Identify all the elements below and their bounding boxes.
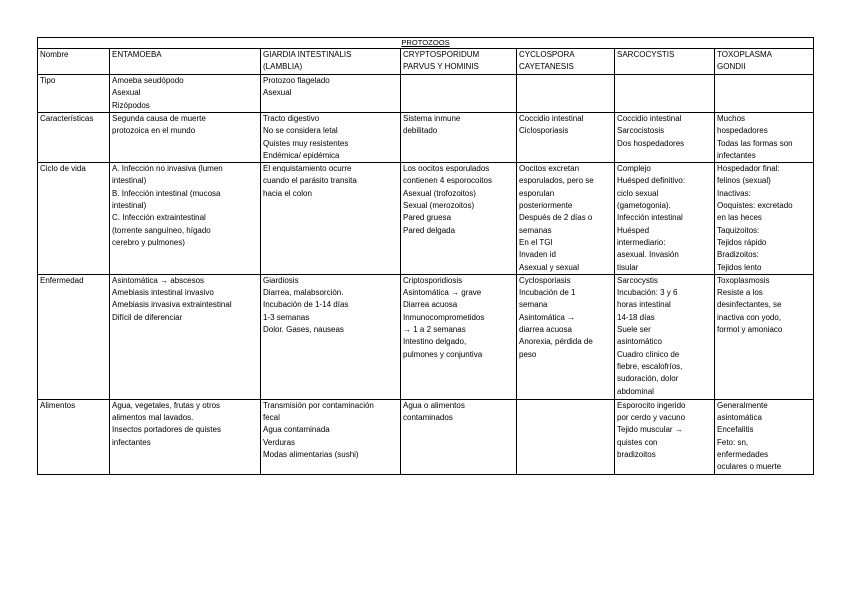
cell-line: Agua, vegetales, frutas y otros — [112, 400, 221, 410]
cell-line: Transmisión por contaminación — [263, 400, 374, 410]
header-line: TOXOPLASMA — [717, 50, 772, 59]
table-cell — [615, 163, 715, 275]
header-row — [38, 49, 814, 75]
cell-line: Sarcocystis — [617, 275, 658, 285]
cell-line: 14-18 días — [617, 312, 655, 322]
cell-line: Giardiosis — [263, 275, 299, 285]
table-cell — [110, 75, 261, 113]
cell-line: semanas — [519, 225, 552, 235]
cell-line: Dolor. Gases, nauseas — [263, 325, 344, 335]
header-cell-sarcocystis — [615, 49, 715, 75]
cell-line: Incubación de 1-14 días — [263, 300, 349, 310]
cell-line: esporulan — [519, 188, 555, 198]
cell-line: Coccidio intestinal — [519, 114, 584, 123]
cell-line: Asintomática → abscesos — [112, 275, 205, 285]
cell-line: Encefalitis — [717, 425, 754, 435]
table-row — [38, 163, 814, 275]
cell-line: No se considera letal — [263, 126, 338, 136]
cell-line: Oocitos excretan — [519, 164, 580, 174]
cell-line: Asexual — [112, 88, 141, 98]
table-cell — [715, 113, 814, 163]
cell-line: en las heces — [717, 213, 762, 223]
cell-line: Quistes muy resistentes — [263, 138, 349, 148]
cell-line: quistes con — [617, 437, 658, 447]
cell-line: intestinal) — [112, 201, 147, 211]
table-cell — [517, 113, 615, 163]
protozoa-table — [37, 37, 814, 475]
cell-line: ciclo sexual — [617, 188, 659, 198]
cell-line: por cerdo y vacuno — [617, 413, 686, 423]
header-line: CYCLOSPORA — [519, 50, 575, 59]
cell-line: Verduras — [263, 437, 296, 447]
cell-line: Pared gruesa — [403, 213, 452, 223]
table-cell — [110, 113, 261, 163]
header-line: GIARDIA INTESTINALIS — [263, 50, 352, 59]
cell-line: Segunda causa de muerte — [112, 114, 206, 123]
row-label: Enfermedad — [38, 274, 110, 399]
table-cell — [401, 274, 517, 399]
table-title: PROTOZOOS — [38, 38, 814, 49]
cell-line: cerebro y pulmones) — [112, 237, 185, 247]
cell-line: bradizoitos — [617, 450, 656, 460]
cell-line: horas intestinal — [617, 300, 671, 310]
cell-line: asexual. Invasión — [617, 250, 679, 260]
cell-line: peso — [519, 349, 537, 359]
cell-line: asintomática — [717, 413, 762, 423]
cell-line: Sarcocistosis — [617, 126, 665, 136]
cell-line: En el TGI — [519, 237, 553, 247]
cell-line: Sexual (merozoitos) — [403, 201, 475, 211]
cell-line: Tejidos lento — [717, 262, 762, 272]
cell-line: pulmones y conjuntiva — [403, 349, 483, 359]
cell-line: contaminados — [403, 413, 453, 423]
cell-line: Modas alimentarias (sushi) — [263, 450, 359, 460]
cell-line: intestinal) — [112, 176, 147, 186]
cell-line: fecal — [263, 413, 280, 423]
header-line: SARCOCYSTIS — [617, 50, 675, 59]
table-cell — [401, 113, 517, 163]
table-row — [38, 75, 814, 113]
cell-line: Hospedador final: — [717, 164, 780, 174]
cell-line: → 1 a 2 semanas — [403, 325, 466, 335]
cell-line: Huésped definitivo: — [617, 176, 686, 186]
cell-line: Insectos portadores de quistes — [112, 425, 221, 435]
table-cell — [517, 75, 615, 113]
header-cell-toxoplasma — [715, 49, 814, 75]
cell-line: Toxoplasmosis — [717, 275, 770, 285]
table-row — [38, 113, 814, 163]
table-cell — [715, 399, 814, 474]
cell-line: C. Infección extraintestinal — [112, 213, 206, 223]
table-cell — [517, 399, 615, 474]
cell-line: formol y amoniaco — [717, 325, 783, 335]
cell-line: (torrente sanguíneo, hígado — [112, 225, 211, 235]
table-cell — [110, 163, 261, 275]
cell-line: Amoeba seudópodo — [112, 76, 184, 85]
cell-line: Asexual y sexual — [519, 262, 580, 272]
cell-line: Difícil de diferenciar — [112, 312, 183, 322]
cell-line: sudoración, dolor — [617, 374, 679, 384]
table-cell — [261, 113, 401, 163]
cell-line: Asexual (trofozoitos) — [403, 188, 476, 198]
row-label: Características — [38, 113, 110, 163]
cell-line: Inmunocomprometidos — [403, 312, 485, 322]
header-line: GONDII — [717, 62, 746, 72]
cell-line: Muchos — [717, 114, 746, 123]
cell-line: Diarrea acuosa — [403, 300, 458, 310]
cell-line: Ooquistes: excretado — [717, 201, 793, 211]
header-line: CRYPTOSPORIDUM — [403, 50, 480, 59]
cell-line: Asintomática → grave — [403, 288, 482, 298]
cell-line: Amebiasis intestinal invasivo — [112, 288, 214, 298]
table-cell — [517, 274, 615, 399]
cell-line: Sistema inmune — [403, 114, 461, 123]
cell-line: inactiva con yodo, — [717, 312, 782, 322]
cell-line: Dos hospedadores — [617, 138, 685, 148]
cell-line: Agua o alimentos — [403, 400, 465, 410]
cell-line: fiebre, escalofríos, — [617, 361, 683, 371]
cell-line: Asexual — [263, 88, 292, 98]
cell-line: Agua contaminada — [263, 425, 330, 435]
cell-line: Intestino delgado, — [403, 337, 467, 347]
header-cell-nombre: Nombre — [38, 49, 110, 75]
cell-line: intermediario: — [617, 237, 666, 247]
cell-line: Esporocito ingerido — [617, 400, 686, 410]
cell-line: Ciclosporiasis — [519, 126, 569, 136]
cell-line: Complejo — [617, 164, 651, 174]
cell-line: contienen 4 esporocoitos — [403, 176, 492, 186]
table-row — [38, 399, 814, 474]
cell-line: Generalmente — [717, 400, 768, 410]
table-cell — [615, 113, 715, 163]
table-cell — [615, 399, 715, 474]
header-line: ENTAMOEBA — [112, 50, 162, 59]
cell-line: El enquistamiento ocurre — [263, 164, 352, 174]
table-cell — [615, 274, 715, 399]
cell-line: felinos (sexual) — [717, 176, 771, 186]
cell-line: Tejidos rápido — [717, 237, 767, 247]
header-line: (LAMBLIA) — [263, 62, 303, 72]
cell-line: Tejido muscular → — [617, 425, 683, 435]
table-cell — [110, 399, 261, 474]
table-row — [38, 274, 814, 399]
cell-line: Pared delgada — [403, 225, 456, 235]
cell-line: Protozoo flagelado — [263, 76, 330, 85]
cell-line: B. Infección intestinal (mucosa — [112, 188, 221, 198]
table-cell — [261, 163, 401, 275]
cell-line: abdominal — [617, 386, 654, 396]
header-line: PARVUS Y HOMINIS — [403, 62, 479, 72]
cell-line: Huésped — [617, 225, 650, 235]
cell-line: cuando el parásito transita — [263, 176, 357, 186]
cell-line: infectantes — [717, 150, 756, 160]
table-cell — [261, 274, 401, 399]
cell-line: Tracto digestivo — [263, 114, 320, 123]
cell-line: Inactivas: — [717, 188, 751, 198]
cell-line: semana — [519, 300, 548, 310]
cell-line: hacia el colon — [263, 188, 312, 198]
row-label: Alimentos — [38, 399, 110, 474]
cell-line: Suele ser — [617, 325, 651, 335]
cell-line: Infección intestinal — [617, 213, 683, 223]
cell-line: desinfectantes, se — [717, 300, 782, 310]
cell-line: Endémica/ epidémica — [263, 150, 340, 160]
header-cell-entamoeba — [110, 49, 261, 75]
cell-line: Anorexia, pérdida de — [519, 337, 593, 347]
cell-line: Cuadro clínico de — [617, 349, 680, 359]
cell-line: Asintomática → — [519, 312, 576, 322]
cell-line: hospedadores — [717, 126, 768, 136]
cell-line: Incubación de 1 — [519, 288, 576, 298]
table-cell — [401, 163, 517, 275]
cell-line: Diarrea, malabsorción. — [263, 288, 344, 298]
row-label: Ciclo de vida — [38, 163, 110, 275]
cell-line: Invaden id — [519, 250, 556, 260]
cell-line: enfermedades — [717, 450, 769, 460]
table-cell — [715, 274, 814, 399]
table-cell — [261, 399, 401, 474]
table-cell — [615, 75, 715, 113]
cell-line: Todas las formas son — [717, 138, 793, 148]
cell-line: posteriormente — [519, 201, 573, 211]
cell-line: Coccidio intestinal — [617, 114, 682, 123]
cell-line: protozoica en el mundo — [112, 126, 196, 136]
row-label: Tipo — [38, 75, 110, 113]
table-cell — [401, 75, 517, 113]
cell-line: debilitado — [403, 126, 438, 136]
header-cell-cyclospora — [517, 49, 615, 75]
cell-line: Rizópodos — [112, 100, 150, 110]
cell-line: Cyclosporiasis — [519, 275, 571, 285]
cell-line: diarrea acuosa — [519, 325, 572, 335]
cell-line: infectantes — [112, 437, 151, 447]
cell-line: asintomático — [617, 337, 662, 347]
header-line: CAYETANESIS — [519, 62, 574, 72]
header-cell-cryptosporidum — [401, 49, 517, 75]
cell-line: Feto: sn, — [717, 437, 749, 447]
cell-line: A. Infección no invasiva (lumen — [112, 164, 223, 174]
cell-line: (gametogonia). — [617, 201, 671, 211]
cell-line: tisular — [617, 262, 639, 272]
table-cell — [401, 399, 517, 474]
cell-line: Amebiasis invasiva extraintestinal — [112, 300, 232, 310]
cell-line: Incubación: 3 y 6 — [617, 288, 678, 298]
cell-line: oculares o muerte — [717, 462, 782, 472]
cell-line: Después de 2 días o — [519, 213, 593, 223]
header-cell-giardia — [261, 49, 401, 75]
table-cell — [715, 75, 814, 113]
cell-line: Criptosporidiosis — [403, 275, 463, 285]
cell-line: Taquizoitos: — [717, 225, 760, 235]
cell-line: Los oocitos esporulados — [403, 164, 490, 174]
cell-line: esporulados, pero se — [519, 176, 594, 186]
table-cell — [261, 75, 401, 113]
table-cell — [715, 163, 814, 275]
table-cell — [110, 274, 261, 399]
cell-line: 1-3 semanas — [263, 312, 310, 322]
table-cell — [517, 163, 615, 275]
cell-line: Resiste a los — [717, 288, 763, 298]
cell-line: Bradizoitos: — [717, 250, 759, 260]
cell-line: alimentos mal lavados. — [112, 413, 194, 423]
